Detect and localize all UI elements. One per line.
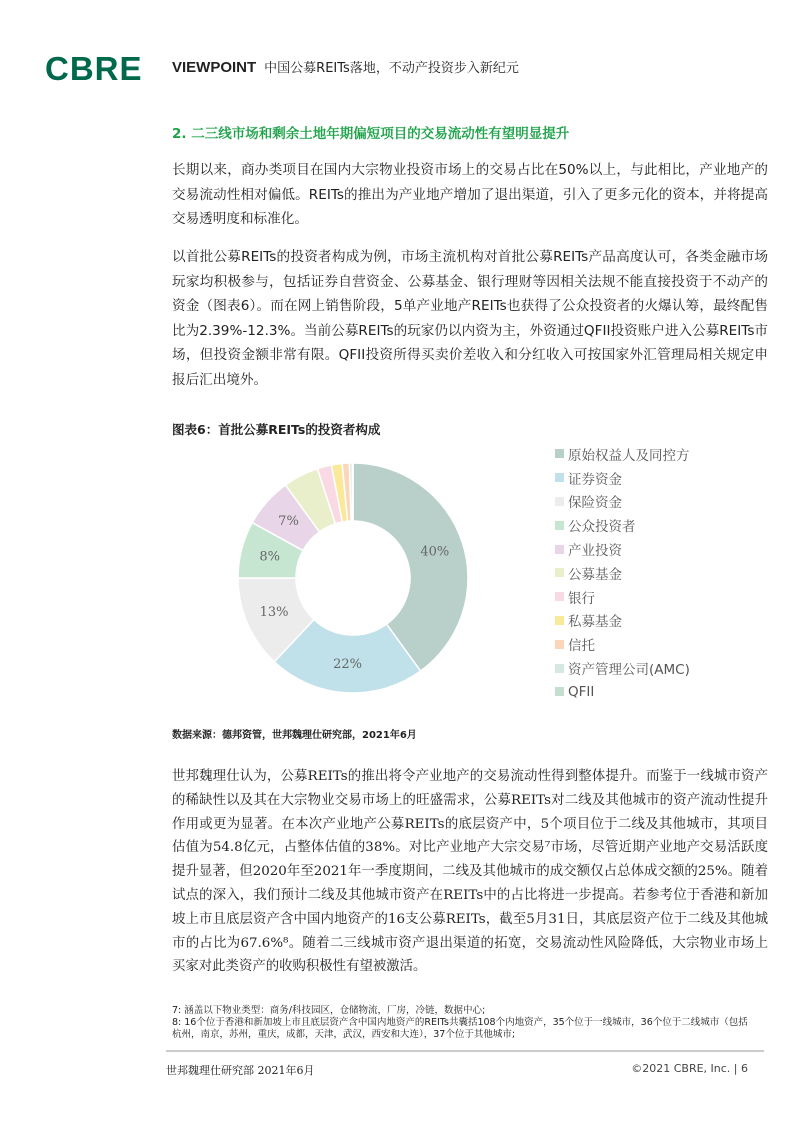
data-label-4: 8% <box>259 549 281 565</box>
legend-swatch <box>555 473 564 482</box>
footer-left: 世邦魏理仕研究部 2021年6月 <box>166 1064 315 1077</box>
footnotes <box>172 1005 752 1041</box>
legend-item <box>555 656 690 680</box>
chart-legend <box>555 442 690 704</box>
legend-label: 私募基金 <box>568 614 622 631</box>
data-label-3: 13% <box>259 605 289 621</box>
footnote-8: 8: 16个位于香港和新加坡上市且底层资产含中国内地资产的REITs共囊括108个内地资产，35个位于一线城市，36个位于二线城市（包括杭州，南京，苏州，重庆，成都，天津，武汉，西安和大连），37个位于其他城市; <box>172 1017 748 1040</box>
cbre-logo: CBRE <box>45 50 143 87</box>
legend-label: 保险资金 <box>568 495 622 512</box>
viewpoint-label: VIEWPOINT <box>172 59 257 76</box>
section-heading: 2. 二三线市场和剩余土地年期偏短项目的交易流动性有望明显提升 <box>172 126 570 142</box>
legend-swatch <box>555 545 564 554</box>
legend-label: 原始权益人及同控方 <box>568 447 690 464</box>
legend-swatch <box>555 664 564 673</box>
paragraph-3: 世邦魏理仕认为，公募REITs的推出将令产业地产的交易流动性得到整体提升。而鉴于一线城市资产的稀缺性以及其在大宗物业交易市场上的旺盛需求，公募REITs对二线及其他城市的资产流动性提升作用或更为显著。在本次产业地产公募REITs的底层资产中，5个项目位于二线及其他城市，其项目估值为54.8亿元，占整体估值的38%。对比产业地产大宗交易⁷市场，尽管近期产业地产交易活跃度提升显著，但2020年至2021年一季度期间，二线及其他城市的成交额仅占总体成交额的25%。随着试点的深入，我们预计二线及其他城市资产在REITs中的占比将进一步提高。若参考位于香港和新加坡上市且底层资产含中国内地资产的16支公募REITs，截至5月31日，其底层资产位于二线及其他城市的占比为67.6%⁸。随着二三线城市资产退出渠道的拓宽，交易流动性风险降低，大宗物业市场上买家对此类资产的收购积极性有望被激活。 <box>172 769 768 975</box>
data-label-5: 7% <box>278 514 299 530</box>
legend-item <box>555 632 690 656</box>
chart-source: 数据来源：德邦资管，世邦魏理仕研究部，2021年6月 <box>172 730 417 741</box>
data-label-2: 22% <box>333 656 363 672</box>
legend-swatch <box>555 616 564 625</box>
footnote-7: 7: 涵盖以下物业类型：商务/科技园区，仓储物流，厂房，冷链，数据中心; <box>172 1005 486 1016</box>
legend-swatch <box>555 592 564 601</box>
legend-label: 公众投资者 <box>568 519 636 536</box>
data-label-1: 40% <box>420 544 450 560</box>
paragraph-1: 长期以来，商办类项目在国内大宗物业投资市场上的交易占比在50%以上，与此相比，产业地产的交易流动性相对偏低。REITs的推出为产业地产增加了退出渠道，引入了更多元化的资本，并将提高交易透明度和标准化。 <box>172 162 768 227</box>
legend-label: QFII <box>568 683 595 700</box>
legend-item <box>555 537 690 561</box>
legend-item <box>555 466 690 490</box>
legend-item <box>555 585 690 609</box>
legend-item <box>555 490 690 514</box>
report-title: 中国公募REITs落地，不动产投资步入新纪元 <box>264 61 519 76</box>
legend-item <box>555 442 690 466</box>
legend-item <box>555 680 690 704</box>
footer-right: ©2021 CBRE, Inc. | 6 <box>631 1062 748 1075</box>
legend-swatch <box>555 640 564 649</box>
legend-item <box>555 513 690 537</box>
legend-label: 资产管理公司(AMC) <box>568 662 690 679</box>
footer-divider <box>166 1050 764 1052</box>
page-header <box>172 57 519 76</box>
legend-item <box>555 561 690 585</box>
chart-title: 图表6：首批公募REITs的投资者构成 <box>172 422 381 437</box>
legend-label: 银行 <box>568 590 595 607</box>
legend-item <box>555 609 690 633</box>
legend-swatch <box>555 449 564 458</box>
legend-label: 公募基金 <box>568 566 622 583</box>
legend-label: 产业投资 <box>568 543 622 560</box>
donut-slice-11 <box>352 463 353 521</box>
legend-swatch <box>555 568 564 577</box>
legend-swatch <box>555 521 564 530</box>
donut-chart <box>230 455 490 705</box>
legend-label: 证券资金 <box>568 471 622 488</box>
legend-swatch <box>555 497 564 506</box>
paragraph-2: 以首批公募REITs的投资者构成为例，市场主流机构对首批公募REITs产品高度认可，各类金融市场玩家均积极参与，包括证券自营资金、公募基金、银行理财等因相关法规不能直接投资于不动产的资金（图表6）。而在网上销售阶段，5单产业地产REITs也获得了公众投资者的火爆认筹，最终配售比为2.39%-12.3%。当前公募REITs的玩家仍以内资为主，外资通过QFII投资账户进入公募REITs市场，但投资金额非常有限。QFII投资所得买卖价差收入和分红收入可按国家外汇管理局相关规定申报后汇出境外。 <box>172 249 768 388</box>
legend-swatch <box>555 687 564 696</box>
legend-label: 信托 <box>568 638 595 655</box>
